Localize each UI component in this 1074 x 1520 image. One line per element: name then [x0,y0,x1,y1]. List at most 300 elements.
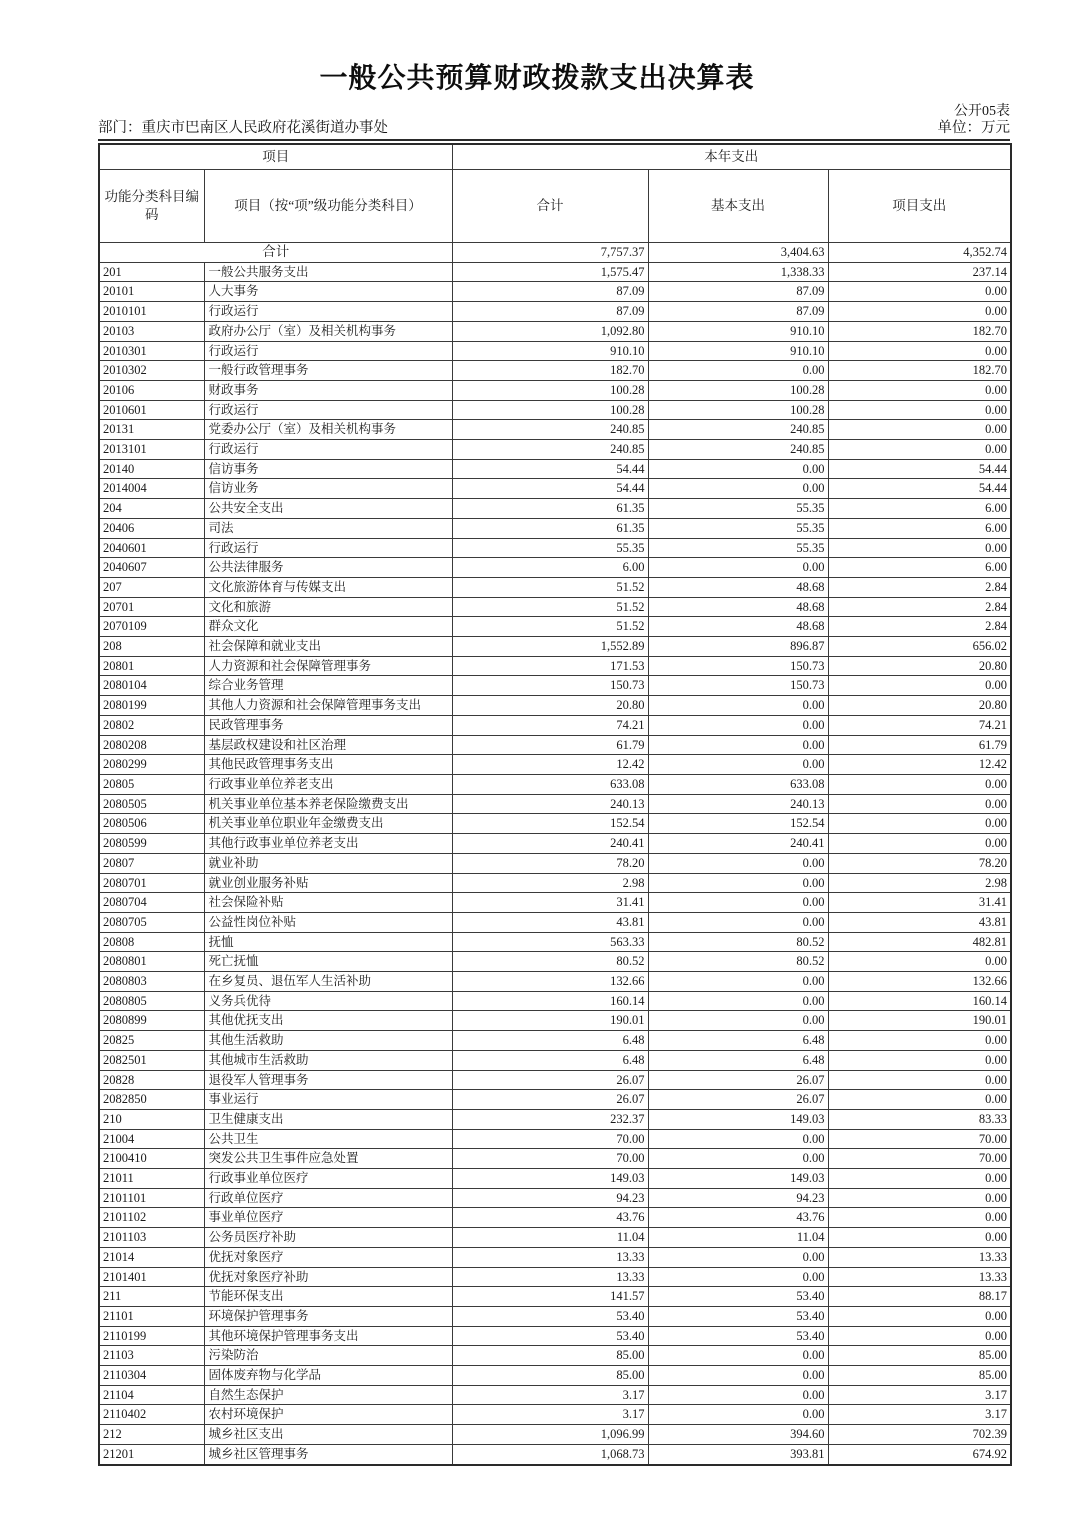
table-row [99,321,1011,341]
item-cell: 机关事业单位基本养老保险缴费支出 [204,794,452,814]
basic-cell: 149.03 [648,1169,828,1189]
project-cell: 2.98 [828,873,1011,893]
basic-cell: 150.73 [648,676,828,696]
project-cell: 0.00 [828,1090,1011,1110]
grand-total-basic: 3,404.63 [648,243,828,263]
code-cell: 2013101 [99,440,204,460]
basic-cell: 633.08 [648,774,828,794]
project-cell: 0.00 [828,1070,1011,1090]
code-cell: 21004 [99,1129,204,1149]
total-cell: 43.81 [452,912,648,932]
code-cell: 20106 [99,380,204,400]
table-row [99,1425,1011,1445]
code-cell: 21011 [99,1169,204,1189]
item-cell: 就业创业服务补贴 [204,873,452,893]
total-cell: 13.33 [452,1267,648,1287]
item-cell: 城乡社区支出 [204,1425,452,1445]
project-cell: 0.00 [828,1188,1011,1208]
table-row [99,1031,1011,1051]
basic-cell: 0.00 [648,755,828,775]
total-cell: 563.33 [452,932,648,952]
table-row [99,262,1011,282]
code-cell: 210 [99,1109,204,1129]
total-cell: 1,092.80 [452,321,648,341]
project-cell: 54.44 [828,479,1011,499]
code-cell: 204 [99,499,204,519]
code-cell: 2110199 [99,1326,204,1346]
total-cell: 31.41 [452,893,648,913]
code-cell: 2040607 [99,558,204,578]
code-cell: 21103 [99,1346,204,1366]
item-cell: 其他生活救助 [204,1031,452,1051]
item-cell: 信访事务 [204,459,452,479]
project-cell: 3.17 [828,1405,1011,1425]
item-cell: 突发公共卫生事件应急处置 [204,1149,452,1169]
table-row [99,814,1011,834]
total-cell: 26.07 [452,1070,648,1090]
project-cell: 6.00 [828,558,1011,578]
project-cell: 20.80 [828,696,1011,716]
total-cell: 240.85 [452,420,648,440]
code-cell: 2080701 [99,873,204,893]
code-cell: 2080803 [99,972,204,992]
item-cell: 事业单位医疗 [204,1208,452,1228]
basic-cell: 55.35 [648,518,828,538]
project-cell: 0.00 [828,676,1011,696]
code-cell: 212 [99,1425,204,1445]
total-cell: 182.70 [452,361,648,381]
header-group-row [99,144,1011,170]
project-cell: 2.84 [828,597,1011,617]
basic-cell: 0.00 [648,361,828,381]
total-cell: 87.09 [452,302,648,322]
project-cell: 6.00 [828,499,1011,519]
code-cell: 20808 [99,932,204,952]
code-cell: 2101101 [99,1188,204,1208]
basic-cell: 240.41 [648,834,828,854]
item-cell: 卫生健康支出 [204,1109,452,1129]
code-cell: 20805 [99,774,204,794]
table-row [99,518,1011,538]
table-row [99,1149,1011,1169]
project-cell: 182.70 [828,361,1011,381]
table-row [99,952,1011,972]
basic-cell: 43.76 [648,1208,828,1228]
project-cell: 0.00 [828,774,1011,794]
basic-cell: 910.10 [648,321,828,341]
head-block [98,104,1010,141]
project-cell: 13.33 [828,1247,1011,1267]
code-cell: 211 [99,1287,204,1307]
table-row [99,853,1011,873]
basic-cell: 393.81 [648,1444,828,1464]
basic-cell: 0.00 [648,715,828,735]
total-cell: 51.52 [452,617,648,637]
basic-cell: 910.10 [648,341,828,361]
code-cell: 20103 [99,321,204,341]
code-cell: 2080801 [99,952,204,972]
basic-cell: 94.23 [648,1188,828,1208]
item-cell: 事业运行 [204,1090,452,1110]
project-cell: 85.00 [828,1366,1011,1386]
item-cell: 人力资源和社会保障管理事务 [204,656,452,676]
code-cell: 21101 [99,1306,204,1326]
basic-cell: 26.07 [648,1090,828,1110]
total-cell: 633.08 [452,774,648,794]
total-cell: 100.28 [452,380,648,400]
basic-cell: 394.60 [648,1425,828,1445]
project-cell: 0.00 [828,1228,1011,1248]
item-cell: 文化旅游体育与传媒支出 [204,577,452,597]
basic-cell: 0.00 [648,893,828,913]
item-cell: 节能环保支出 [204,1287,452,1307]
basic-cell: 240.85 [648,440,828,460]
item-cell: 其他环境保护管理事务支出 [204,1326,452,1346]
table-body [99,243,1011,1465]
project-cell: 0.00 [828,794,1011,814]
project-cell: 31.41 [828,893,1011,913]
code-cell: 2010302 [99,361,204,381]
total-cell: 1,552.89 [452,637,648,657]
total-cell: 78.20 [452,853,648,873]
table-row [99,1208,1011,1228]
item-cell: 优抚对象医疗 [204,1247,452,1267]
total-cell: 13.33 [452,1247,648,1267]
table-row [99,656,1011,676]
project-cell: 0.00 [828,420,1011,440]
total-cell: 43.76 [452,1208,648,1228]
basic-cell: 0.00 [648,972,828,992]
header-col-code: 功能分类科目编码 [99,170,204,243]
basic-cell: 0.00 [648,558,828,578]
total-cell: 6.48 [452,1050,648,1070]
total-cell: 80.52 [452,952,648,972]
grand-total-project: 4,352.74 [828,243,1011,263]
table-row [99,479,1011,499]
table-row [99,1267,1011,1287]
code-cell: 2080899 [99,1011,204,1031]
code-cell: 2101401 [99,1267,204,1287]
table-row [99,912,1011,932]
item-cell: 公共卫生 [204,1129,452,1149]
item-cell: 自然生态保护 [204,1385,452,1405]
code-cell: 2080104 [99,676,204,696]
basic-cell: 0.00 [648,479,828,499]
sheet-code: 公开05表 [954,104,1010,119]
basic-cell: 0.00 [648,1149,828,1169]
total-cell: 12.42 [452,755,648,775]
item-cell: 行政运行 [204,302,452,322]
project-cell: 13.33 [828,1267,1011,1287]
table-row [99,1109,1011,1129]
code-cell: 2080805 [99,991,204,1011]
table-row [99,1287,1011,1307]
table-row [99,1011,1011,1031]
table-row [99,1444,1011,1464]
item-cell: 其他人力资源和社会保障管理事务支出 [204,696,452,716]
item-cell: 农村环境保护 [204,1405,452,1425]
code-cell: 2101102 [99,1208,204,1228]
item-cell: 污染防治 [204,1346,452,1366]
table-row [99,794,1011,814]
item-cell: 在乡复员、退伍军人生活补助 [204,972,452,992]
code-cell: 2080506 [99,814,204,834]
item-cell: 一般公共服务支出 [204,262,452,282]
table-row [99,440,1011,460]
basic-cell: 53.40 [648,1287,828,1307]
page-title: 一般公共预算财政拨款支出决算表 [319,63,755,94]
total-cell: 132.66 [452,972,648,992]
project-cell: 702.39 [828,1425,1011,1445]
project-cell: 0.00 [828,440,1011,460]
basic-cell: 0.00 [648,735,828,755]
table-row [99,1326,1011,1346]
total-cell: 54.44 [452,479,648,499]
table-row [99,597,1011,617]
item-cell: 就业补助 [204,853,452,873]
code-cell: 20801 [99,656,204,676]
table-header [99,144,1011,243]
total-cell: 51.52 [452,577,648,597]
project-cell: 2.84 [828,577,1011,597]
code-cell: 21014 [99,1247,204,1267]
meta-line [98,120,1010,141]
item-cell: 优抚对象医疗补助 [204,1267,452,1287]
basic-cell: 0.00 [648,1247,828,1267]
project-cell: 0.00 [828,952,1011,972]
total-cell: 94.23 [452,1188,648,1208]
total-cell: 152.54 [452,814,648,834]
table-row [99,1169,1011,1189]
table-row [99,834,1011,854]
basic-cell: 149.03 [648,1109,828,1129]
table-row [99,1129,1011,1149]
basic-cell: 53.40 [648,1306,828,1326]
table-row [99,400,1011,420]
project-cell: 54.44 [828,459,1011,479]
header-col-basic: 基本支出 [648,170,828,243]
table-row [99,1228,1011,1248]
project-cell: 2.84 [828,617,1011,637]
grand-total-total: 7,757.37 [452,243,648,263]
table-row [99,361,1011,381]
project-cell: 0.00 [828,538,1011,558]
total-cell: 910.10 [452,341,648,361]
table-row [99,1346,1011,1366]
total-cell: 61.35 [452,518,648,538]
code-cell: 20807 [99,853,204,873]
item-cell: 公务员医疗补助 [204,1228,452,1248]
item-cell: 行政事业单位医疗 [204,1169,452,1189]
item-cell: 义务兵优待 [204,991,452,1011]
table-row [99,991,1011,1011]
project-cell: 237.14 [828,262,1011,282]
item-cell: 抚恤 [204,932,452,952]
project-cell: 78.20 [828,853,1011,873]
item-cell: 行政运行 [204,538,452,558]
item-cell: 行政运行 [204,400,452,420]
code-cell: 2080208 [99,735,204,755]
code-cell: 2080299 [99,755,204,775]
basic-cell: 150.73 [648,656,828,676]
table-row [99,774,1011,794]
project-cell: 0.00 [828,400,1011,420]
total-cell: 26.07 [452,1090,648,1110]
item-cell: 退役军人管理事务 [204,1070,452,1090]
total-cell: 53.40 [452,1306,648,1326]
code-cell: 20825 [99,1031,204,1051]
code-cell: 2010301 [99,341,204,361]
basic-cell: 0.00 [648,1267,828,1287]
grand-total-row [99,243,1011,263]
total-cell: 1,068.73 [452,1444,648,1464]
code-cell: 2070109 [99,617,204,637]
basic-cell: 55.35 [648,538,828,558]
code-cell: 2082850 [99,1090,204,1110]
project-cell: 190.01 [828,1011,1011,1031]
table-row [99,1050,1011,1070]
basic-cell: 0.00 [648,853,828,873]
project-cell: 43.81 [828,912,1011,932]
table-row [99,1090,1011,1110]
total-cell: 3.17 [452,1405,648,1425]
total-cell: 232.37 [452,1109,648,1129]
item-cell: 其他城市生活救助 [204,1050,452,1070]
table-row [99,577,1011,597]
code-cell: 20140 [99,459,204,479]
table-row [99,1306,1011,1326]
basic-cell: 80.52 [648,952,828,972]
table-row [99,1188,1011,1208]
table-row [99,420,1011,440]
basic-cell: 896.87 [648,637,828,657]
code-cell: 21201 [99,1444,204,1464]
project-cell: 0.00 [828,1326,1011,1346]
project-cell: 0.00 [828,1208,1011,1228]
total-cell: 141.57 [452,1287,648,1307]
table-row [99,932,1011,952]
project-cell: 0.00 [828,302,1011,322]
item-cell: 综合业务管理 [204,676,452,696]
basic-cell: 0.00 [648,912,828,932]
item-cell: 公共安全支出 [204,499,452,519]
table-row [99,696,1011,716]
project-cell: 0.00 [828,341,1011,361]
item-cell: 党委办公厅（室）及相关机构事务 [204,420,452,440]
project-cell: 132.66 [828,972,1011,992]
basic-cell: 55.35 [648,499,828,519]
item-cell: 一般行政管理事务 [204,361,452,381]
table-row [99,558,1011,578]
item-cell: 城乡社区管理事务 [204,1444,452,1464]
item-cell: 群众文化 [204,617,452,637]
total-cell: 171.53 [452,656,648,676]
table-row [99,341,1011,361]
table-row [99,302,1011,322]
project-cell: 0.00 [828,1050,1011,1070]
project-cell: 70.00 [828,1149,1011,1169]
total-cell: 160.14 [452,991,648,1011]
item-cell: 行政事业单位养老支出 [204,774,452,794]
total-cell: 55.35 [452,538,648,558]
project-cell: 182.70 [828,321,1011,341]
item-cell: 文化和旅游 [204,597,452,617]
item-cell: 信访业务 [204,479,452,499]
item-cell: 社会保险补贴 [204,893,452,913]
budget-table [98,143,1012,1466]
project-cell: 0.00 [828,380,1011,400]
total-cell: 100.28 [452,400,648,420]
table-row [99,1247,1011,1267]
code-cell: 20828 [99,1070,204,1090]
total-cell: 150.73 [452,676,648,696]
basic-cell: 11.04 [648,1228,828,1248]
basic-cell: 80.52 [648,932,828,952]
item-cell: 机关事业单位职业年金缴费支出 [204,814,452,834]
basic-cell: 48.68 [648,617,828,637]
code-cell: 207 [99,577,204,597]
item-cell: 政府办公厅（室）及相关机构事务 [204,321,452,341]
code-cell: 2080505 [99,794,204,814]
table-row [99,499,1011,519]
project-cell: 0.00 [828,1031,1011,1051]
project-cell: 674.92 [828,1444,1011,1464]
basic-cell: 0.00 [648,1346,828,1366]
total-cell: 20.80 [452,696,648,716]
project-cell: 83.33 [828,1109,1011,1129]
code-cell: 21104 [99,1385,204,1405]
total-cell: 85.00 [452,1366,648,1386]
item-cell: 民政管理事务 [204,715,452,735]
table-row [99,282,1011,302]
code-cell: 2110402 [99,1405,204,1425]
total-cell: 240.13 [452,794,648,814]
project-cell: 74.21 [828,715,1011,735]
item-cell: 社会保障和就业支出 [204,637,452,657]
basic-cell: 0.00 [648,1129,828,1149]
basic-cell: 48.68 [648,577,828,597]
item-cell: 固体废弃物与化学品 [204,1366,452,1386]
project-cell: 0.00 [828,814,1011,834]
basic-cell: 0.00 [648,1405,828,1425]
total-cell: 54.44 [452,459,648,479]
table-row [99,380,1011,400]
basic-cell: 53.40 [648,1326,828,1346]
basic-cell: 0.00 [648,873,828,893]
total-cell: 6.00 [452,558,648,578]
item-cell: 行政运行 [204,341,452,361]
table-row [99,873,1011,893]
department-label: 部门：重庆市巴南区人民政府花溪街道办事处 [98,120,388,136]
project-cell: 20.80 [828,656,1011,676]
project-cell: 88.17 [828,1287,1011,1307]
header-col-item: 项目（按“项”级功能分类科目） [204,170,452,243]
table-row [99,1405,1011,1425]
header-columns-row [99,170,1011,243]
code-cell: 2100410 [99,1149,204,1169]
project-cell: 160.14 [828,991,1011,1011]
item-cell: 司法 [204,518,452,538]
basic-cell: 0.00 [648,459,828,479]
item-cell: 公共法律服务 [204,558,452,578]
header-col-total: 合计 [452,170,648,243]
basic-cell: 6.48 [648,1050,828,1070]
code-cell: 20101 [99,282,204,302]
code-cell: 201 [99,262,204,282]
total-cell: 85.00 [452,1346,648,1366]
total-cell: 190.01 [452,1011,648,1031]
total-cell: 3.17 [452,1385,648,1405]
